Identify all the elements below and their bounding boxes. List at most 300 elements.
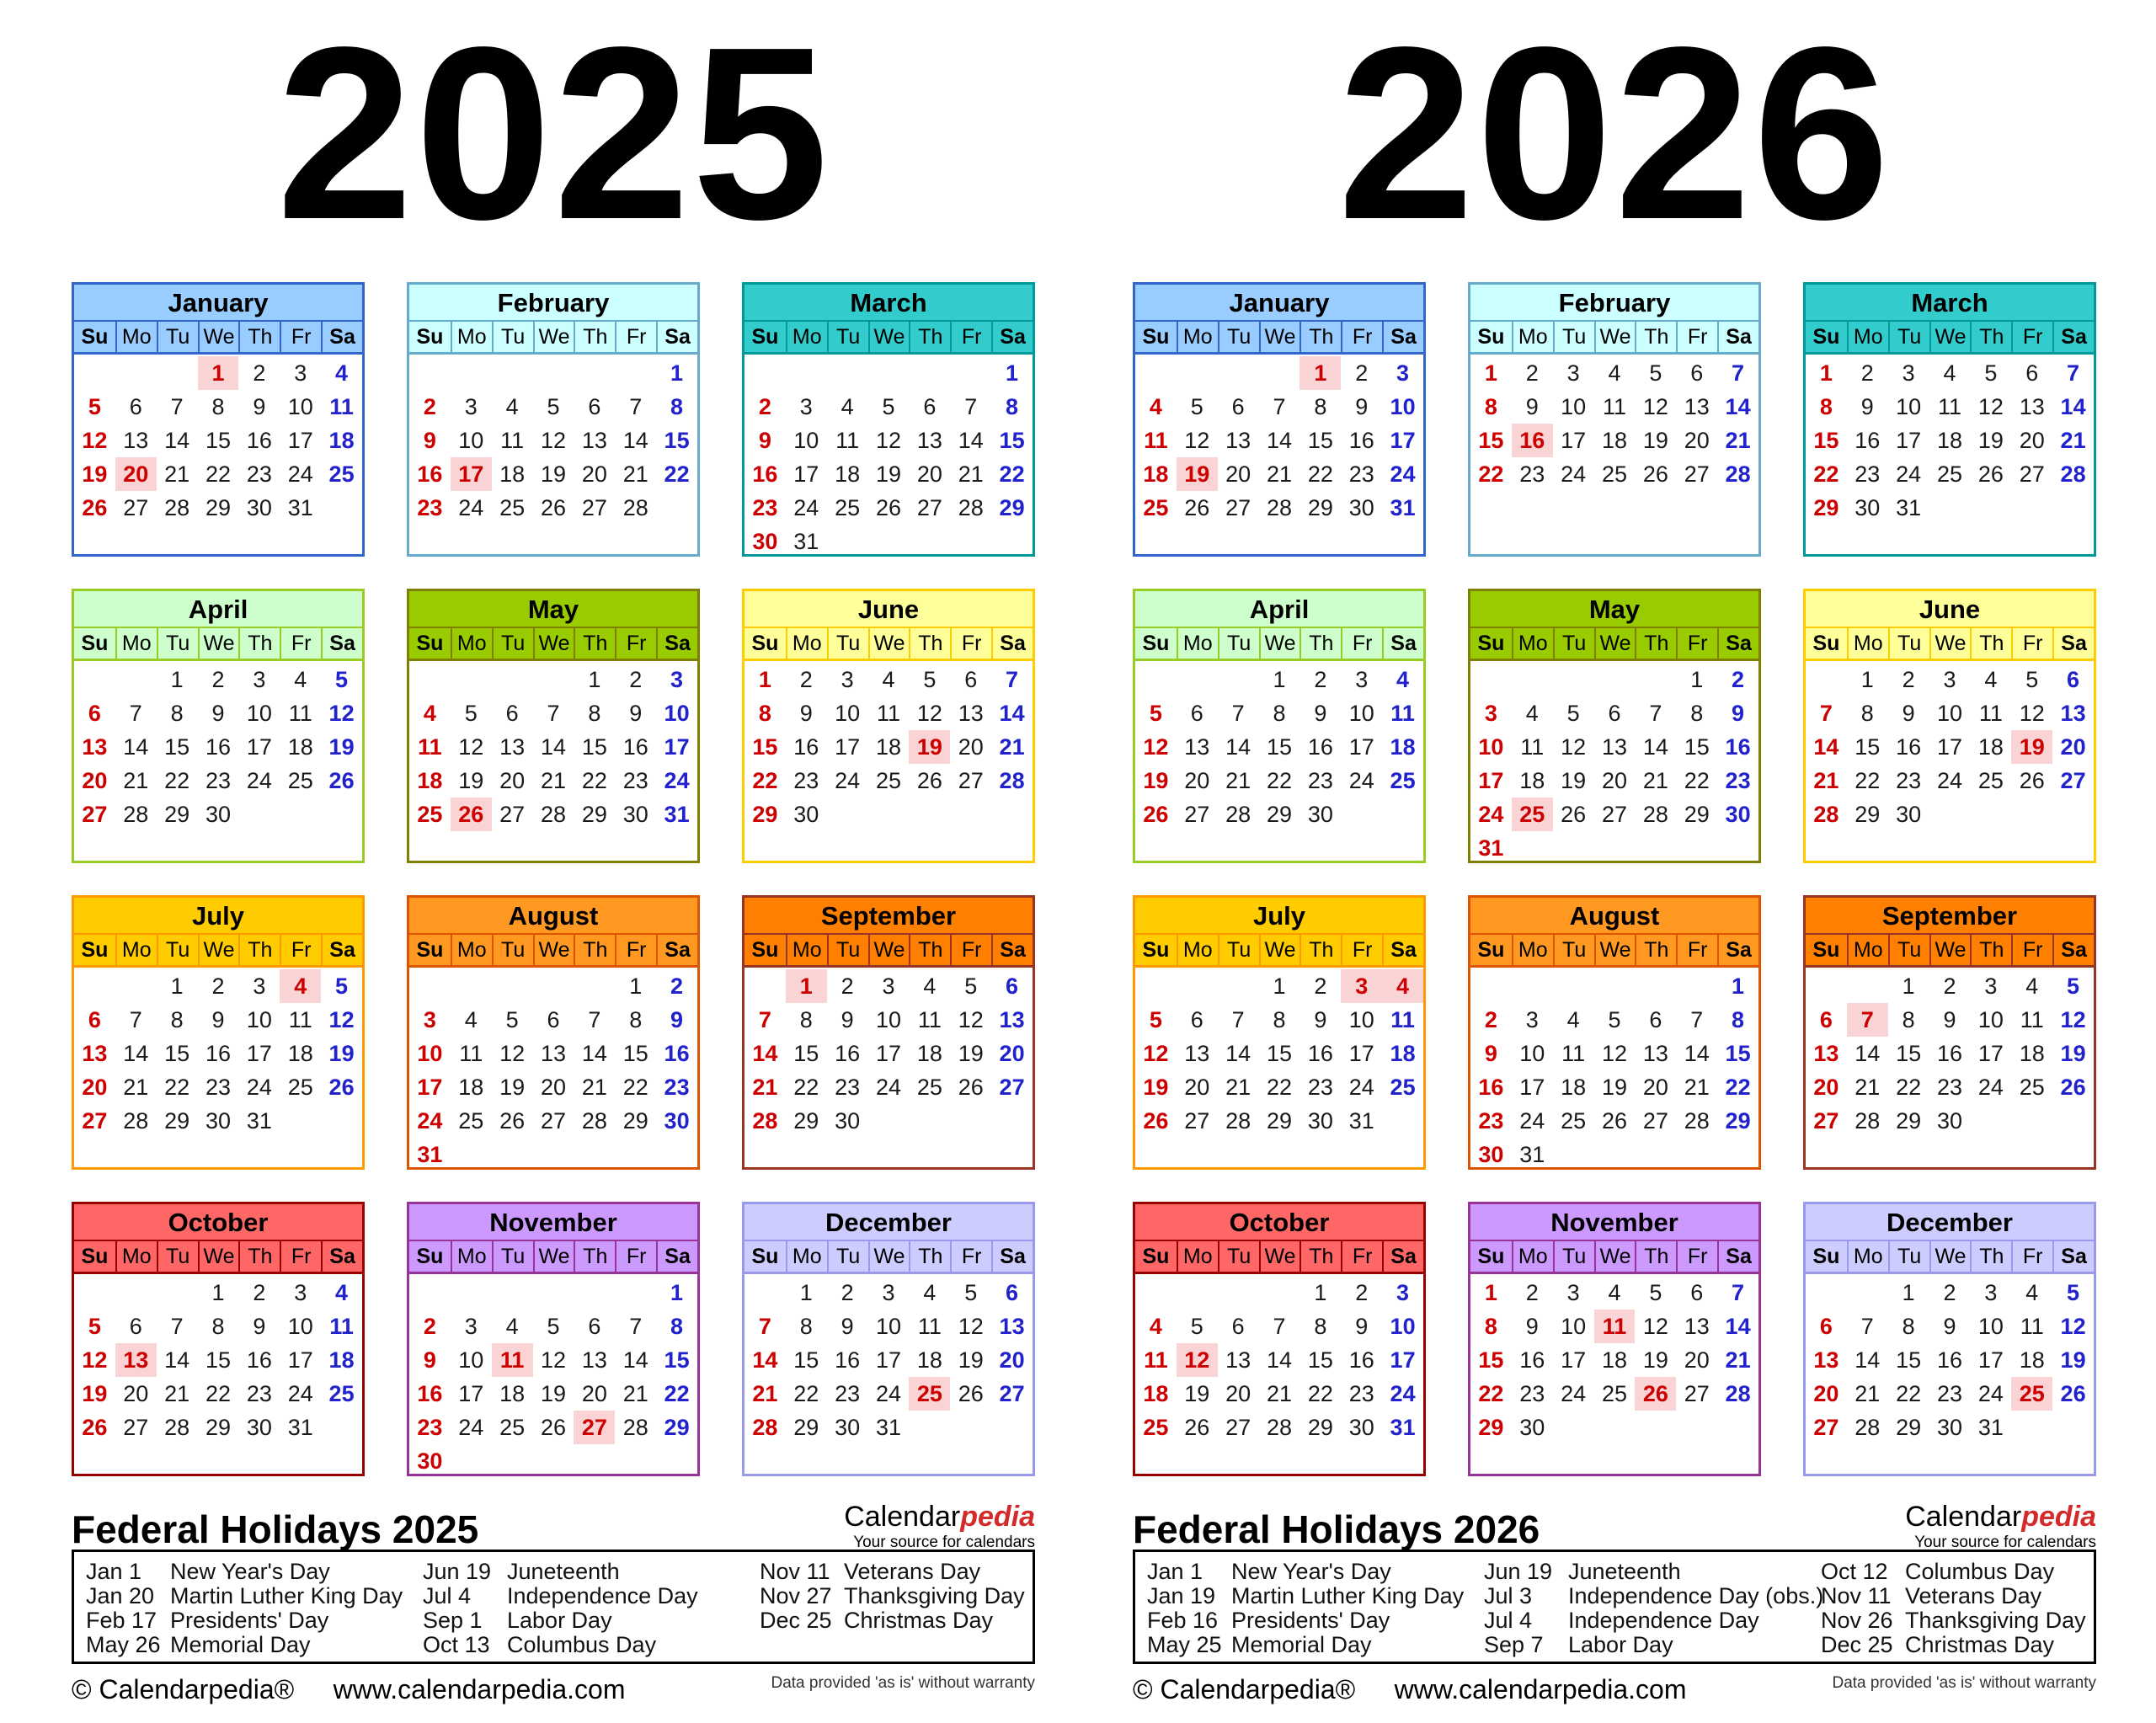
date-cell: 6 — [1608, 701, 1621, 726]
empty-cell — [157, 356, 198, 390]
date-cell: 25 — [1143, 495, 1169, 520]
holiday-date: Dec 25 — [760, 1608, 832, 1633]
date-cell: 31 — [1977, 1415, 2004, 1440]
holiday-date: Feb 16 — [1147, 1608, 1219, 1633]
date-cell: 30 — [1348, 1415, 1374, 1440]
date-cell: 15 — [1478, 428, 1504, 453]
date-cell: 25 — [875, 768, 902, 793]
date-cell: 12 — [1601, 1041, 1628, 1066]
weekday-label-tu: Tu — [157, 935, 198, 965]
empty-cell — [1676, 969, 1717, 1003]
date-cell: 22 — [1307, 461, 1333, 487]
weekday-label-su: Su — [751, 938, 779, 962]
date-cell: 12 — [499, 1041, 526, 1066]
date-cell: 20 — [115, 457, 157, 491]
date-cell: 4 — [1382, 969, 1423, 1003]
date-cell: 19 — [1642, 428, 1668, 453]
date-cell: 4 — [1525, 701, 1539, 726]
date-cell: 4 — [1149, 1314, 1162, 1339]
date-cell: 8 — [170, 701, 184, 726]
date-cell: 26 — [1561, 802, 1587, 827]
empty-cell — [1806, 1276, 1847, 1310]
date-cell: 28 — [1725, 461, 1751, 487]
date-cell: 5 — [2067, 974, 2080, 999]
weekday-label-tu: Tu — [492, 935, 533, 965]
date-cell: 10 — [1561, 1314, 1587, 1339]
holiday-name: Columbus Day — [1905, 1559, 2055, 1584]
date-cell: 15 — [999, 428, 1025, 453]
date-cell: 2 — [1732, 667, 1745, 692]
date-cell: 25 — [1601, 1381, 1628, 1406]
date-cell: 3 — [1396, 360, 1410, 386]
date-cell: 18 — [1561, 1075, 1587, 1100]
empty-cell — [1177, 356, 1218, 390]
date-cell: 7 — [1819, 701, 1833, 726]
month-october-2026 — [1133, 1202, 1426, 1476]
date-cell: 1 — [170, 667, 184, 692]
weekday-label-mo: Mo — [1177, 322, 1218, 352]
date-cell: 11 — [1390, 1007, 1415, 1032]
date-cell: 16 — [1512, 424, 1553, 457]
date-cell: 25 — [287, 768, 313, 793]
date-cell: 31 — [1478, 835, 1504, 861]
month-may-2025 — [407, 589, 700, 863]
date-cell: 1 — [1902, 974, 1915, 999]
date-cell: 19 — [499, 1075, 526, 1100]
weekday-label-we: We — [868, 628, 910, 659]
weekday-label-mo: Mo — [451, 628, 492, 659]
weekday-label-fr: Fr — [2011, 1241, 2052, 1272]
date-cell: 3 — [882, 974, 895, 999]
date-cell: 28 — [581, 1108, 607, 1134]
date-cell: 26 — [1635, 1377, 1676, 1411]
date-cell: 12 — [1561, 734, 1587, 760]
date-cell: 8 — [799, 1314, 813, 1339]
date-cell: 20 — [581, 461, 607, 487]
date-cell: 2 — [1902, 667, 1915, 692]
weekday-label-fr: Fr — [280, 322, 321, 352]
date-cell: 31 — [1390, 495, 1416, 520]
weekday-label-su: Su — [1477, 1245, 1505, 1268]
date-cell: 30 — [1307, 802, 1333, 827]
date-cell: 30 — [1478, 1142, 1504, 1167]
date-cell: 11 — [835, 428, 860, 453]
holiday-date: Nov 27 — [760, 1583, 832, 1608]
weekday-label-su: Su — [1812, 1245, 1840, 1268]
date-cell: 30 — [835, 1108, 861, 1134]
weekday-label-su: Su — [751, 1245, 779, 1268]
date-cell: 23 — [417, 1415, 443, 1440]
empty-cell — [157, 1276, 198, 1310]
weekday-label-fr: Fr — [1676, 1241, 1717, 1272]
empty-cell — [74, 1276, 115, 1310]
empty-cell — [409, 1276, 451, 1310]
date-cell: 22 — [1896, 1075, 1922, 1100]
date-cell: 13 — [1184, 734, 1210, 760]
date-cell: 16 — [664, 1041, 690, 1066]
date-cell: 20 — [82, 1075, 108, 1100]
holiday-name: Martin Luther King Day — [1231, 1583, 1465, 1608]
date-cell: 8 — [1484, 1314, 1497, 1339]
date-cell: 10 — [875, 1007, 902, 1032]
date-cell: 14 — [164, 428, 190, 453]
date-cell: 27 — [1813, 1415, 1839, 1440]
month-september-2025 — [742, 895, 1035, 1170]
date-cell: 27 — [499, 802, 526, 827]
holidays-column-1 — [86, 1560, 423, 1662]
date-cell: 5 — [964, 1280, 978, 1305]
weekday-label-we: We — [1594, 935, 1636, 965]
date-cell: 16 — [622, 734, 648, 760]
empty-cell — [1553, 663, 1594, 696]
date-cell: 26 — [1184, 1415, 1210, 1440]
date-cell: 23 — [1896, 768, 1922, 793]
date-cell: 8 — [211, 394, 225, 419]
logo-tagline: Your source for calendars — [853, 1534, 1035, 1552]
empty-cell — [1847, 1276, 1888, 1310]
date-cell: 26 — [1601, 1108, 1628, 1134]
date-cell: 19 — [1977, 428, 2004, 453]
date-cell: 18 — [1519, 768, 1545, 793]
date-cell: 26 — [540, 1415, 567, 1440]
date-cell: 21 — [999, 734, 1025, 760]
date-cell: 26 — [2060, 1075, 2086, 1100]
weekday-label-su: Su — [81, 325, 109, 349]
holiday-date: Sep 7 — [1484, 1632, 1544, 1657]
date-cell: 6 — [923, 394, 937, 419]
holiday-date: Jan 19 — [1147, 1583, 1216, 1608]
date-cell: 31 — [246, 1108, 272, 1134]
date-cell: 22 — [1266, 1075, 1293, 1100]
empty-cell — [868, 356, 910, 390]
holiday-row — [1484, 1560, 1821, 1584]
date-cell: 18 — [835, 461, 861, 487]
date-cell: 29 — [793, 1415, 819, 1440]
month-october-2025 — [72, 1202, 365, 1476]
weekday-header-row — [744, 935, 1033, 968]
date-cell: 25 — [2019, 1075, 2045, 1100]
date-cell: 3 — [799, 394, 813, 419]
empty-cell — [1635, 663, 1676, 696]
weekday-label-th: Th — [1299, 322, 1341, 352]
date-cell: 5 — [1566, 701, 1580, 726]
date-cell: 8 — [211, 1314, 225, 1339]
date-cell: 24 — [246, 1075, 272, 1100]
weekday-label-tu: Tu — [1888, 1241, 1929, 1272]
weekday-label-mo: Mo — [1512, 322, 1553, 352]
date-cell: 24 — [1896, 461, 1922, 487]
date-cell: 14 — [1813, 734, 1839, 760]
date-cell: 28 — [752, 1108, 778, 1134]
date-cell: 16 — [793, 734, 819, 760]
month-name: December — [744, 1204, 1033, 1241]
date-cell: 2 — [1314, 667, 1327, 692]
date-cell: 5 — [882, 394, 895, 419]
date-cell: 29 — [999, 495, 1025, 520]
date-cell: 11 — [2020, 1314, 2044, 1339]
date-cell: 18 — [916, 1041, 942, 1066]
date-cell: 16 — [1478, 1075, 1504, 1100]
date-cell: 4 — [294, 667, 307, 692]
date-cell: 6 — [1231, 394, 1245, 419]
date-cell: 21 — [1225, 768, 1251, 793]
date-cell: 30 — [1725, 802, 1751, 827]
dates-grid — [1470, 661, 1758, 863]
weekday-label-mo: Mo — [451, 935, 492, 965]
date-cell: 7 — [758, 1314, 771, 1339]
footer-row — [1133, 1672, 2096, 1715]
empty-cell — [574, 969, 615, 1003]
date-cell: 11 — [1561, 1041, 1586, 1066]
month-june-2026 — [1803, 589, 2096, 863]
date-cell: 14 — [164, 1347, 190, 1373]
date-cell: 28 — [1266, 1415, 1293, 1440]
date-cell: 23 — [246, 461, 272, 487]
month-july-2025 — [72, 895, 365, 1170]
date-cell: 22 — [664, 1381, 690, 1406]
date-cell: 12 — [458, 734, 484, 760]
weekday-label-tu: Tu — [157, 322, 198, 352]
date-cell: 18 — [1390, 734, 1416, 760]
weekday-header-row — [74, 628, 362, 661]
empty-cell — [1594, 663, 1636, 696]
weekday-label-tu: Tu — [827, 628, 868, 659]
date-cell: 14 — [581, 1041, 607, 1066]
date-cell: 5 — [964, 974, 978, 999]
date-cell: 1 — [1902, 1280, 1915, 1305]
weekday-label-tu: Tu — [157, 1241, 198, 1272]
date-cell: 2 — [670, 974, 684, 999]
weekday-label-su: Su — [1142, 632, 1170, 655]
date-cell: 18 — [2019, 1041, 2045, 1066]
date-cell: 20 — [2060, 734, 2086, 760]
date-cell: 4 — [280, 969, 321, 1003]
date-cell: 21 — [1854, 1075, 1881, 1100]
dates-grid — [74, 968, 362, 1138]
date-cell: 17 — [287, 428, 313, 453]
date-cell: 15 — [164, 1041, 190, 1066]
date-cell: 6 — [547, 1007, 560, 1032]
month-november-2025 — [407, 1202, 700, 1476]
date-cell: 3 — [1355, 667, 1369, 692]
holiday-date: Nov 11 — [760, 1559, 830, 1584]
date-cell: 5 — [88, 394, 101, 419]
date-cell: 12 — [1143, 734, 1169, 760]
date-cell: 27 — [1184, 1108, 1210, 1134]
holiday-row — [86, 1584, 423, 1608]
date-cell: 19 — [328, 734, 355, 760]
weekday-label-th: Th — [1970, 628, 2011, 659]
date-cell: 5 — [335, 667, 349, 692]
date-cell: 3 — [670, 667, 684, 692]
empty-cell — [492, 969, 533, 1003]
weekday-label-su: Su — [1142, 1245, 1170, 1268]
date-cell: 7 — [1273, 1314, 1286, 1339]
date-cell: 21 — [1642, 768, 1668, 793]
empty-cell — [1218, 663, 1259, 696]
date-cell: 8 — [1902, 1314, 1915, 1339]
date-cell: 19 — [2060, 1041, 2086, 1066]
date-cell: 26 — [82, 1415, 108, 1440]
date-cell: 9 — [629, 701, 643, 726]
date-cell: 4 — [882, 667, 895, 692]
date-cell: 22 — [1896, 1381, 1922, 1406]
weekday-label-th: Th — [909, 1241, 950, 1272]
date-cell: 5 — [1149, 1007, 1162, 1032]
date-cell: 9 — [1314, 1007, 1327, 1032]
date-cell: 13 — [2060, 701, 2086, 726]
date-cell: 17 — [875, 1347, 902, 1373]
weekday-label-th: Th — [238, 935, 280, 965]
month-name: December — [1806, 1204, 2094, 1241]
weekday-label-fr: Fr — [615, 322, 656, 352]
date-cell: 11 — [2020, 1007, 2044, 1032]
date-cell: 28 — [1642, 802, 1668, 827]
date-cell: 23 — [205, 1075, 232, 1100]
date-cell: 12 — [82, 428, 108, 453]
date-cell: 17 — [1519, 1075, 1545, 1100]
weekday-label-th: Th — [1299, 1241, 1341, 1272]
month-february-2025 — [407, 282, 700, 557]
dates-grid — [1135, 968, 1423, 1138]
date-cell: 20 — [581, 1381, 607, 1406]
date-cell: 13 — [2019, 394, 2045, 419]
date-cell: 23 — [1307, 768, 1333, 793]
weekday-label-sa: Sa — [321, 1241, 362, 1272]
date-cell: 20 — [1684, 428, 1710, 453]
holiday-name: Martin Luther King Day — [170, 1583, 403, 1608]
weekday-label-th: Th — [238, 322, 280, 352]
date-cell: 13 — [916, 428, 942, 453]
date-cell: 6 — [1649, 1007, 1662, 1032]
weekday-label-th: Th — [574, 935, 615, 965]
date-cell: 15 — [164, 734, 190, 760]
date-cell: 24 — [793, 495, 819, 520]
weekday-header-row — [1470, 628, 1758, 661]
date-cell: 26 — [540, 495, 567, 520]
year-title-2025: 2025 — [276, 0, 830, 270]
date-cell: 7 — [1006, 667, 1019, 692]
dates-grid — [74, 1274, 362, 1444]
date-cell: 26 — [1184, 495, 1210, 520]
weekday-label-we: We — [533, 1241, 574, 1272]
date-cell: 27 — [958, 768, 984, 793]
dates-grid — [409, 355, 697, 525]
date-cell: 1 — [588, 667, 601, 692]
date-cell: 12 — [1642, 1314, 1668, 1339]
holiday-date: Dec 25 — [1821, 1632, 1893, 1657]
weekday-label-th: Th — [909, 322, 950, 352]
weekday-header-row — [74, 1241, 362, 1274]
date-cell: 5 — [335, 974, 349, 999]
holiday-date: Jan 1 — [86, 1559, 142, 1584]
date-cell: 8 — [1690, 701, 1704, 726]
date-cell: 17 — [1478, 768, 1504, 793]
date-cell: 20 — [1225, 1381, 1251, 1406]
date-cell: 21 — [752, 1075, 778, 1100]
date-cell: 16 — [1936, 1041, 1963, 1066]
date-cell: 26 — [1143, 1108, 1169, 1134]
date-cell: 30 — [664, 1108, 690, 1134]
website-url: www.calendarpedia.com — [1394, 1674, 1687, 1704]
date-cell: 9 — [423, 1347, 436, 1373]
date-cell: 15 — [205, 428, 232, 453]
date-cell: 31 — [1519, 1142, 1545, 1167]
date-cell: 22 — [1854, 768, 1881, 793]
date-cell: 10 — [417, 1041, 443, 1066]
date-cell: 7 — [1847, 1003, 1888, 1037]
date-cell: 25 — [328, 461, 355, 487]
date-cell: 31 — [287, 495, 313, 520]
date-cell: 27 — [574, 1411, 615, 1444]
date-cell: 29 — [164, 802, 190, 827]
date-cell: 22 — [1813, 461, 1839, 487]
date-cell: 16 — [835, 1347, 861, 1373]
empty-cell — [1177, 663, 1218, 696]
date-cell: 30 — [1519, 1415, 1545, 1440]
holiday-row — [1821, 1608, 2094, 1633]
weekday-label-mo: Mo — [115, 322, 157, 352]
disclaimer-text: Data provided 'as is' without warranty — [771, 1674, 1035, 1692]
date-cell: 10 — [875, 1314, 902, 1339]
date-cell: 27 — [1601, 802, 1628, 827]
month-january-2025 — [72, 282, 365, 557]
months-grid-2025 — [72, 282, 1035, 1476]
date-cell: 9 — [1943, 1314, 1956, 1339]
holidays-column-2 — [423, 1560, 760, 1662]
date-cell: 11 — [1144, 428, 1168, 453]
date-cell: 6 — [88, 701, 101, 726]
date-cell: 24 — [1390, 1381, 1416, 1406]
holiday-name: New Year's Day — [1231, 1559, 1391, 1584]
date-cell: 31 — [1390, 1415, 1416, 1440]
weekday-label-mo: Mo — [786, 1241, 827, 1272]
weekday-label-th: Th — [238, 1241, 280, 1272]
date-cell: 2 — [253, 1280, 266, 1305]
date-cell: 3 — [464, 394, 478, 419]
month-april-2026 — [1133, 589, 1426, 863]
date-cell: 2 — [1314, 974, 1327, 999]
date-cell: 14 — [622, 1347, 648, 1373]
holiday-date: Jun 19 — [1484, 1559, 1553, 1584]
date-cell: 9 — [758, 428, 771, 453]
date-cell: 20 — [82, 768, 108, 793]
date-cell: 10 — [1478, 734, 1504, 760]
date-cell: 20 — [999, 1347, 1025, 1373]
date-cell: 3 — [1984, 974, 1998, 999]
date-cell: 28 — [1725, 1381, 1751, 1406]
weekday-header-row — [1806, 628, 2094, 661]
holidays-box — [72, 1550, 1035, 1664]
date-cell: 9 — [670, 1007, 684, 1032]
date-cell: 30 — [205, 1108, 232, 1134]
date-cell: 11 — [500, 428, 525, 453]
logo-tagline: Your source for calendars — [1914, 1534, 2096, 1552]
weekday-header-row — [409, 1241, 697, 1274]
holiday-name: Christmas Day — [844, 1608, 994, 1633]
date-cell: 8 — [1314, 1314, 1327, 1339]
date-cell: 16 — [1519, 1347, 1545, 1373]
date-cell: 4 — [423, 701, 436, 726]
date-cell: 10 — [287, 1314, 313, 1339]
date-cell: 6 — [88, 1007, 101, 1032]
empty-cell — [1177, 969, 1218, 1003]
date-cell: 17 — [1896, 428, 1922, 453]
weekday-header-row — [1470, 322, 1758, 355]
date-cell: 2 — [1943, 1280, 1956, 1305]
empty-cell — [1135, 663, 1177, 696]
month-name: November — [409, 1204, 697, 1241]
